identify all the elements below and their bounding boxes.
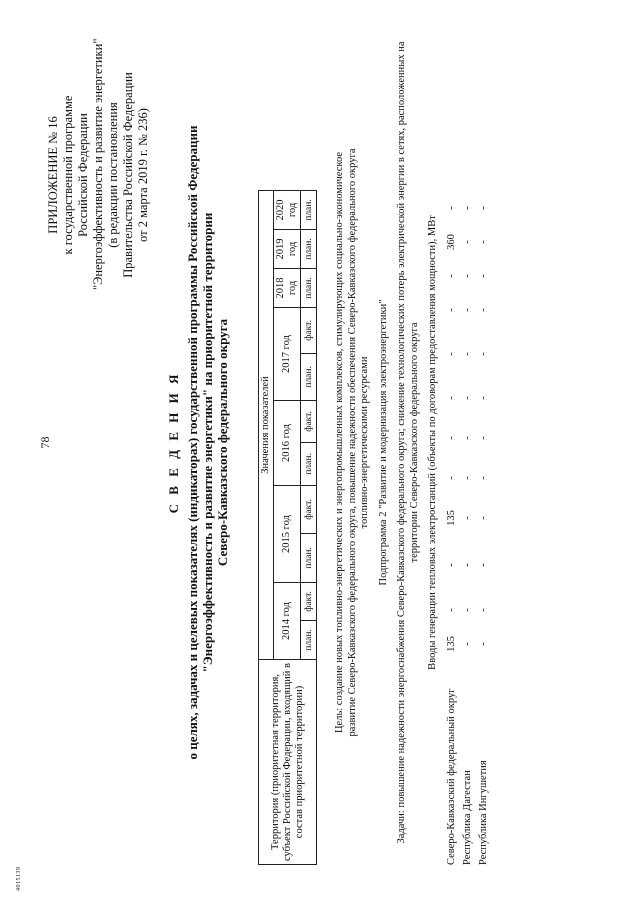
row-name: Республика Ингушетия: [477, 760, 489, 865]
cell: -: [445, 608, 457, 612]
appendix-line: (в редакции постановления: [106, 102, 120, 248]
cell: -: [461, 308, 473, 312]
year-header: 2018 год: [274, 269, 301, 308]
cell: -: [477, 308, 489, 312]
cell: -: [477, 274, 489, 278]
fact-header: факт.: [301, 583, 317, 621]
year-header: 2016 год: [274, 401, 301, 486]
cell: -: [477, 476, 489, 480]
appendix-line: Правительства Российской Федерации: [121, 72, 135, 278]
cell: -: [445, 396, 457, 400]
subprogram-text: Подпрограмма 2 "Развитие и модернизация электроэнергетики": [377, 299, 389, 586]
table-body: [334, 20, 494, 865]
cell: -: [461, 436, 473, 440]
appendix-line: ПРИЛОЖЕНИЕ № 16: [46, 116, 60, 234]
cell: -: [461, 608, 473, 612]
document-title: [166, 20, 230, 865]
cell: -: [477, 516, 489, 520]
fact-header: факт.: [301, 401, 317, 443]
plan-header: план.: [301, 191, 317, 230]
plan-header: план.: [301, 353, 317, 400]
title-heading: С В Е Д Е Н И Я: [166, 371, 181, 514]
cell: -: [461, 274, 473, 278]
appendix-block: [46, 38, 151, 290]
row-name: Республика Дагестан: [461, 770, 473, 865]
task-text: Задачи: повышение надежности энергоснабжения Северо-Кавказского федерального округа; снижение технологических потерь электрической энергии в сетях, расположенных на территории Северо-Кавказского федерального округа: [396, 41, 420, 844]
cell: 135: [445, 636, 457, 652]
title-line: "Энергоэффективность и развитие энергетики" на приоритетной территории: [200, 212, 215, 673]
cell: -: [477, 608, 489, 612]
appendix-line: "Энергоэффективность и развитие энергетики": [91, 38, 105, 290]
fact-header: факт.: [301, 308, 317, 354]
cell: -: [461, 642, 473, 646]
document-code: 4015139: [16, 866, 22, 891]
cell: -: [445, 476, 457, 480]
table-row: [446, 20, 462, 865]
cell: -: [461, 476, 473, 480]
table-row: [462, 20, 478, 865]
plan-header: план.: [301, 533, 317, 582]
title-line: Северо-Кавказского федерального округа: [215, 318, 230, 567]
fact-header: факт.: [301, 486, 317, 534]
cell: -: [477, 563, 489, 567]
cell: -: [461, 352, 473, 356]
plan-header: план.: [301, 442, 317, 485]
appendix-line: Российской Федерации: [76, 113, 90, 237]
cell: -: [477, 396, 489, 400]
territory-header: Территория (приоритетная территория, субъект Российской Федерации, входящий в состав приоритетной территории): [259, 660, 317, 865]
year-header: 2020 год: [274, 191, 301, 230]
cell: -: [461, 563, 473, 567]
year-header: 2015 год: [274, 486, 301, 583]
cell: -: [477, 240, 489, 244]
cell: -: [461, 206, 473, 210]
title-line: о целях, задачах и целевых показателях (индикаторах) государственной программы Российской Федерации: [185, 125, 200, 760]
cell: -: [477, 436, 489, 440]
cell: -: [445, 206, 457, 210]
values-header: Значения показателей: [259, 191, 274, 660]
row-name: Северо-Кавказский федеральный округ: [445, 688, 457, 865]
cell: -: [461, 240, 473, 244]
goal-text: Цель: создание новых топливно-энергетических и энергопромышленных комплексов, стимулирующих социально-экономическое развитие Северо-Кавказского федерального округа, повышение надежности обеспечения Северо-Кавказского федерального округа топливно-энергетическими ресурсами: [334, 148, 370, 737]
cell: -: [461, 516, 473, 520]
cell: -: [477, 642, 489, 646]
indicator-text: Вводы генерации тепловых электростанций (объекты по договорам предоставления мощности), МВт: [427, 215, 438, 670]
cell: 135: [445, 510, 457, 526]
appendix-line: от 2 марта 2019 г. № 236): [136, 108, 150, 242]
year-header: 2017 год: [274, 308, 301, 401]
cell: -: [445, 274, 457, 278]
plan-header: план.: [301, 230, 317, 269]
appendix-line: к государственной программе: [61, 95, 75, 255]
cell: -: [477, 352, 489, 356]
cell: -: [445, 308, 457, 312]
year-header: 2014 год: [274, 583, 301, 660]
cell: -: [445, 436, 457, 440]
plan-header: план.: [301, 620, 317, 659]
table-row: [478, 20, 494, 865]
indicator-table-header: [258, 190, 317, 865]
cell: 360: [445, 234, 457, 250]
page-number: 78: [38, 436, 52, 449]
cell: -: [445, 563, 457, 567]
year-header: 2019 год: [274, 230, 301, 269]
cell: -: [477, 206, 489, 210]
cell: -: [445, 352, 457, 356]
plan-header: план.: [301, 269, 317, 308]
cell: -: [461, 396, 473, 400]
